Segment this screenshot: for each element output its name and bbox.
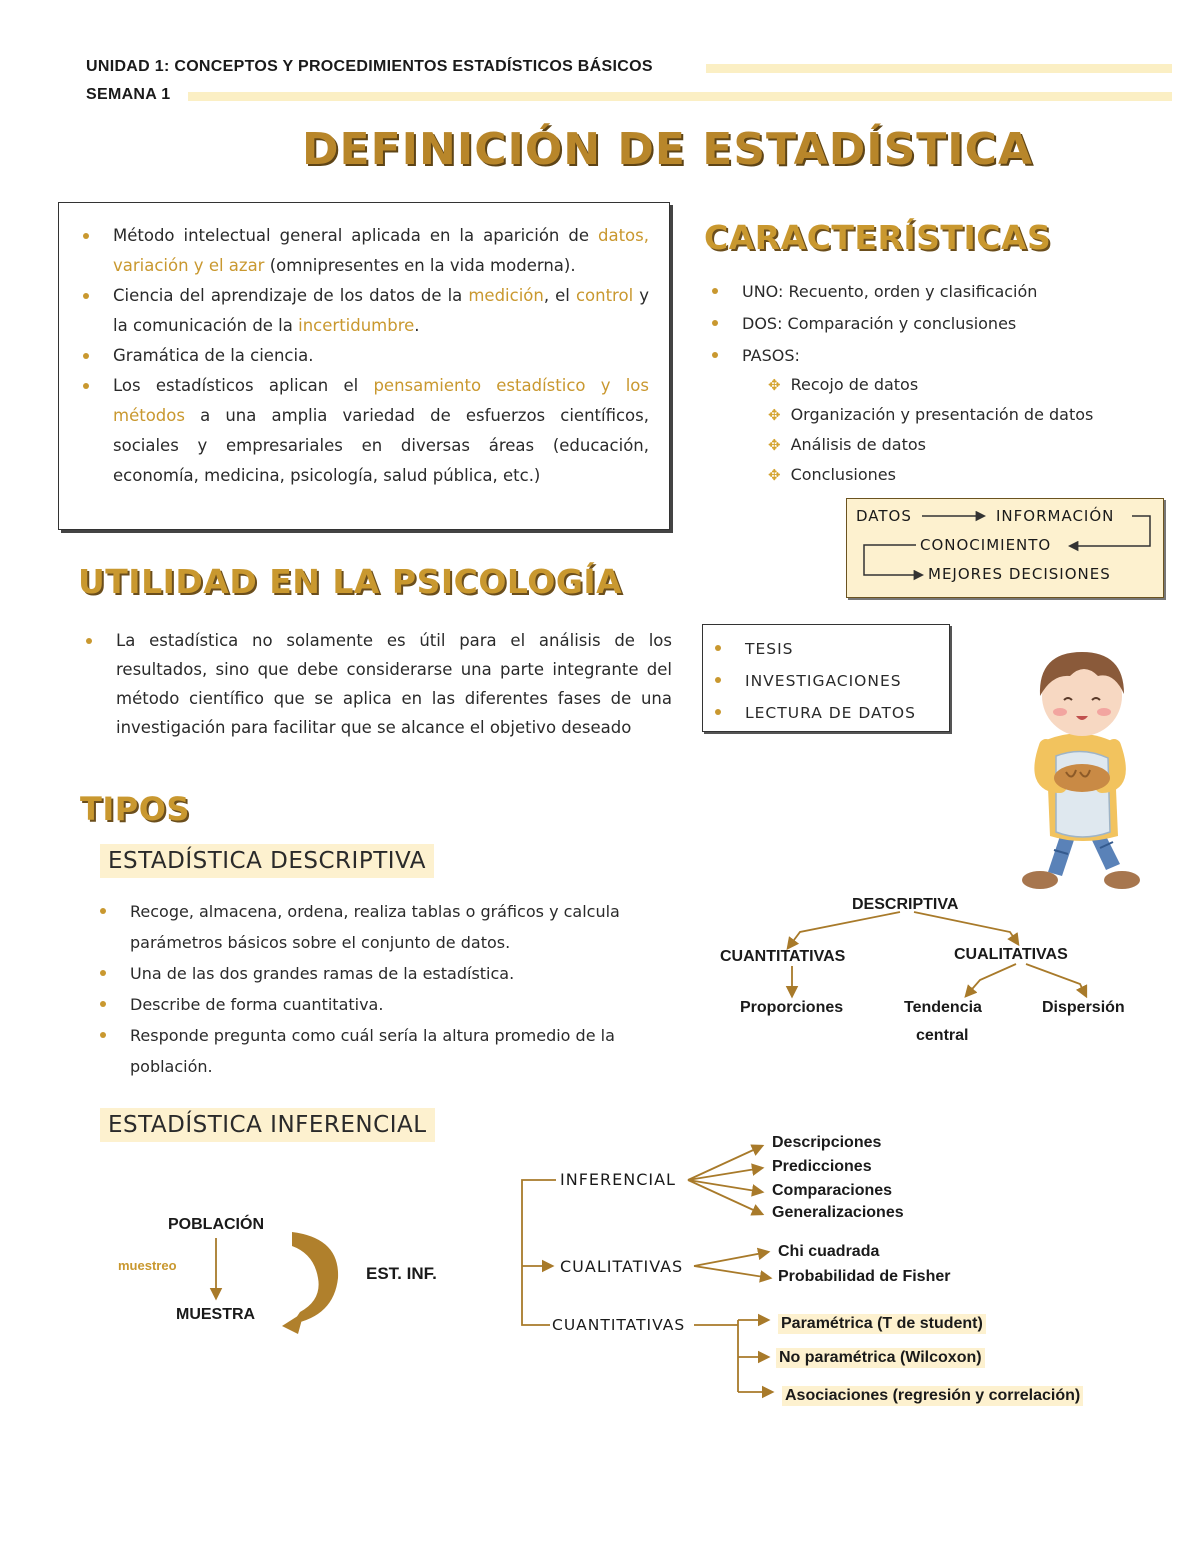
week-header: SEMANA 1 [86, 86, 171, 103]
definition-text: Ciencia del aprendizaje de los datos de la [113, 286, 469, 305]
definition-highlight: medición [468, 286, 544, 305]
tree-proporciones: Proporciones [740, 999, 844, 1016]
sparkle-icon: ✥ [768, 466, 781, 484]
step-label: Conclusiones [790, 465, 896, 484]
step-label: Organización y presentación de datos [790, 405, 1094, 424]
flow-decisiones: MEJORES DECISIONES [928, 565, 1111, 583]
muestra-node: MUESTRA [176, 1306, 256, 1323]
definition-text: a una amplia variedad de esfuerzos científicos, sociales y empresariales en diversas áreas (educación, economía, medicina, psicología, salud pública, etc.) [113, 406, 649, 485]
sparkle-icon: ✥ [768, 406, 781, 424]
characteristics-title: CARACTERÍSTICAS [704, 218, 1052, 257]
inferencial-node: INFERENCIAL [560, 1170, 676, 1189]
definition-highlight: datos, variación y el azar [113, 226, 649, 275]
definition-text: . [414, 316, 420, 335]
cualitativas-item: Chi cuadrada [778, 1243, 880, 1260]
descriptive-item: Describe de forma cuantitativa. [92, 989, 660, 1020]
page-title: DEFINICIÓN DE ESTADÍSTICA [302, 124, 1034, 175]
unit-header: UNIDAD 1: CONCEPTOS Y PROCEDIMIENTOS ESTADÍSTICOS BÁSICOS [86, 58, 653, 75]
characteristic-item: UNO: Recuento, orden y clasificación [704, 276, 1164, 308]
types-title: TIPOS [80, 790, 190, 828]
descriptive-title: ESTADÍSTICA DESCRIPTIVA [100, 844, 434, 878]
inferential-title: ESTADÍSTICA INFERENCIAL [100, 1108, 435, 1142]
flow-informacion: INFORMACIÓN [996, 507, 1115, 525]
flow-datos: DATOS [856, 507, 912, 525]
definition-text: Gramática de la ciencia. [113, 346, 314, 365]
use-item: LECTURA DE DATOS [707, 697, 916, 729]
descriptive-item: Recoge, almacena, ordena, realiza tablas o gráficos y calcula parámetros básicos sobre el conjunto de datos. [92, 896, 660, 958]
step-label: Análisis de datos [790, 435, 927, 454]
inferencial-item: Generalizaciones [772, 1204, 904, 1221]
cualitativas-node: CUALITATIVAS [560, 1257, 684, 1276]
definition-text: Método intelectual general aplicada en la aparición de [113, 226, 598, 245]
definition-text: , el [543, 286, 576, 305]
descriptive-item: Responde pregunta como cuál sería la altura promedio de la población. [92, 1020, 660, 1082]
definition-highlight: control [575, 286, 634, 305]
definition-text: Los estadísticos aplican el [113, 376, 374, 395]
inferencial-item: Predicciones [772, 1158, 872, 1175]
definition-text: (omnipresentes en la vida moderna). [264, 256, 576, 275]
muestreo-label: muestreo [118, 1258, 177, 1273]
cuantitativas-item: No paramétrica (Wilcoxon) [776, 1348, 985, 1368]
tree-central: central [916, 1027, 969, 1044]
utility-item: La estadística no solamente es útil para el análisis de los resultados, sino que debe considerarse una parte integrante del método científico que se aplica en las diferentes fases de una investigación para facilitar que se alcance el objetivo deseado [78, 626, 672, 742]
flow-conocimiento: CONOCIMIENTO [920, 536, 1052, 554]
inferencial-item: Comparaciones [772, 1182, 893, 1199]
use-item: TESIS [707, 633, 916, 665]
tree-cualitativas: CUALITATIVAS [954, 946, 1068, 963]
definition-text: y la comunicación de la [113, 286, 649, 335]
utility-title: UTILIDAD EN LA PSICOLOGÍA [78, 562, 623, 601]
tree-dispersion: Dispersión [1042, 999, 1125, 1016]
est-inf-label: EST. INF. [366, 1264, 437, 1283]
tree-tendencia: Tendencia [904, 999, 982, 1016]
characteristic-item: PASOS: [704, 340, 1164, 372]
definition-highlight: incertidumbre [298, 316, 415, 335]
characteristic-item: DOS: Comparación y conclusiones [704, 308, 1164, 340]
definition-highlight: pensamiento estadístico y los métodos [113, 376, 649, 425]
sparkle-icon: ✥ [768, 436, 781, 454]
inferencial-item: Descripciones [772, 1134, 882, 1151]
cuantitativas-item: Paramétrica (T de student) [778, 1314, 986, 1334]
sparkle-icon: ✥ [768, 376, 781, 394]
tree-cuantitativas: CUANTITATIVAS [720, 948, 846, 965]
cuantitativas-node: CUANTITATIVAS [552, 1316, 686, 1334]
cualitativas-item: Probabilidad de Fisher [778, 1268, 951, 1285]
tree-root-descriptiva: DESCRIPTIVA [852, 896, 959, 913]
cuantitativas-item: Asociaciones (regresión y correlación) [782, 1386, 1083, 1406]
descriptive-item: Una de las dos grandes ramas de la estadística. [92, 958, 660, 989]
step-label: Recojo de datos [790, 375, 919, 394]
use-item: INVESTIGACIONES [707, 665, 916, 697]
poblacion-node: POBLACIÓN [168, 1216, 264, 1233]
